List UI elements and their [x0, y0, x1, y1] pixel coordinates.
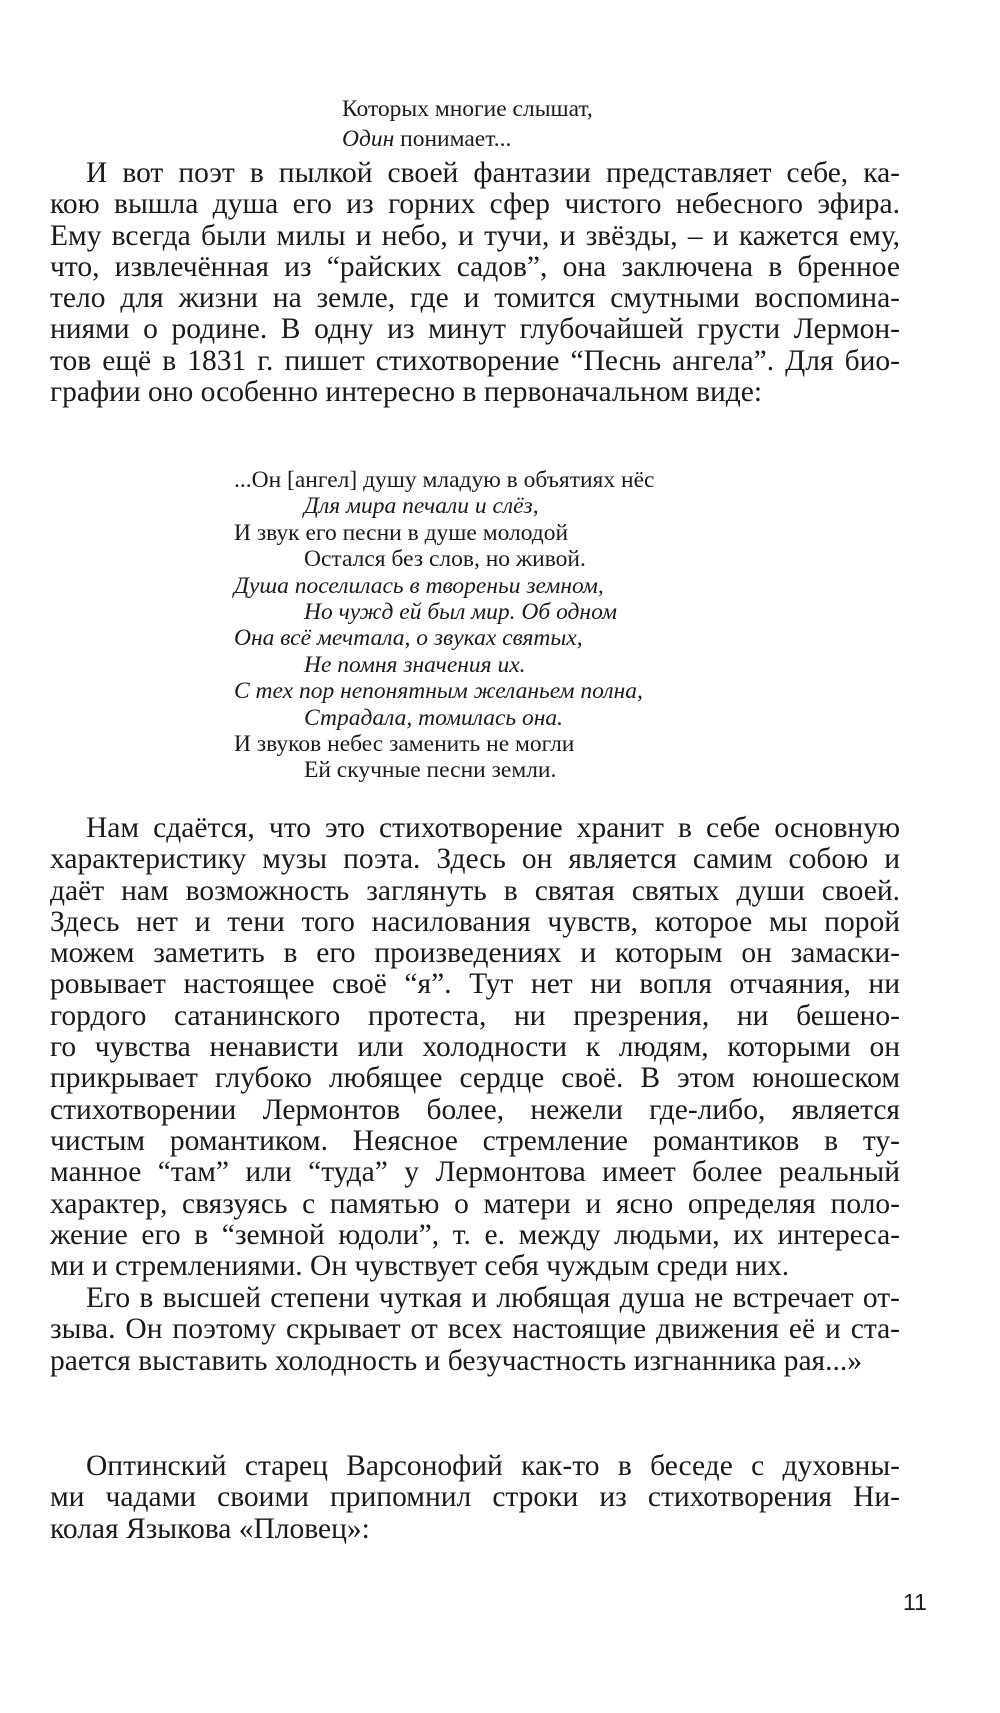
paragraph-analysis	[50, 813, 900, 1282]
text-line: ниями о родине. В одну из минут глубочайшей грусти Лермон-	[50, 313, 900, 346]
text-line: ми чадами своими припомнил строки из стихотворения Ни-	[50, 1481, 900, 1514]
poem-line: Ей скучные песни земли.	[304, 757, 557, 784]
poem-line: Страдала, томилась она.	[304, 704, 564, 731]
poem-quote	[234, 467, 654, 784]
poem-line: И звук его песни в душе молодой	[234, 519, 569, 546]
text-line: характер, связуясь с памятью о матери и ясно определяя поло-	[50, 1187, 900, 1220]
text-line: Его в высшей степени чуткая и любящая душа не встречает от-	[86, 1282, 900, 1314]
paragraph-closing-quote	[50, 1283, 900, 1377]
page-number: 11	[903, 1589, 927, 1615]
text-line: что, извлечённая из “райских садов”, она заключена в бренное	[50, 250, 900, 283]
text-line: манное “там” или “туда” у Лермонтова имеет более реальный	[50, 1156, 900, 1189]
epigraph-line	[342, 124, 593, 154]
text-line: кою вышла душа его из горних сфер чистого небесного эфира.	[50, 188, 900, 221]
epigraph-line: Которых многие слышат,	[342, 96, 593, 122]
paragraph-intro	[50, 158, 900, 408]
poem-line: С тех пор непонятным желаньем полна,	[234, 678, 643, 705]
text-line: характеристику музы поэта. Здесь он является самим собою и	[50, 843, 900, 876]
text-line: Ему всегда были милы и небо, и тучи, и звёзды, – и кажется ему,	[50, 219, 900, 252]
text-line: графии оно особенно интересно в первоначальном виде:	[50, 376, 763, 409]
text-line: зыва. Он поэтому скрывает от всех настоящие движения её и ста-	[50, 1313, 900, 1346]
text-line: даёт нам возможность заглянуть в святая святых души своей.	[50, 874, 900, 907]
epigraph-italic-word: Один	[342, 126, 395, 152]
poem-line: Остался без слов, но живой.	[304, 546, 586, 573]
poem-line: ...Он [ангел] душу младую в объятиях нёс	[234, 467, 655, 493]
text-line: стихотворении Лермонтов более, нежели где-либо, является	[50, 1093, 900, 1126]
text-line: Здесь нет и тени того насилования чувств, которое мы порой	[50, 905, 900, 938]
text-line: рается выставить холодность и безучастность изгнанника рая...»	[50, 1344, 862, 1377]
paragraph-optina	[50, 1451, 900, 1545]
poem-line: И звуков небес заменить не могли	[234, 731, 575, 758]
epigraph-line-rest: понимает...	[394, 126, 512, 152]
text-line: тов ещё в 1831 г. пишет стихотворение “Песнь ангела”. Для био-	[50, 344, 900, 377]
text-line: тело для жизни на земле, где и томится смутными воспомина-	[50, 282, 900, 315]
epigraph	[342, 94, 593, 154]
poem-line: Для мира печали и слёз,	[304, 493, 539, 520]
text-line: Оптинский старец Варсонофий как-то в беседе с духовны-	[86, 1450, 900, 1482]
text-line: ровывает настоящее своё “я”. Тут нет ни вопля отчаяния, ни	[50, 968, 900, 1001]
text-line: чистым романтиком. Неясное стремление романтиков в ту-	[50, 1124, 900, 1157]
text-line: И вот поэт в пылкой своей фантазии представляет себе, ка-	[86, 157, 900, 189]
text-line: прикрывает глубоко любящее сердце своё. В этом юношеском	[50, 1062, 900, 1095]
text-line: го чувства ненависти или холодности к людям, которыми он	[50, 1031, 900, 1064]
poem-line: Она всё мечтала, о звуках святых,	[234, 625, 583, 652]
text-line: ми и стремлениями. Он чувствует себя чуждым среди них.	[50, 1250, 790, 1283]
text-line: колая Языкова «Пловец»:	[50, 1512, 370, 1545]
poem-line: Душа поселилась в твореньи земном,	[234, 572, 604, 599]
text-line: можем заметить в его произведениях и которым он замаски-	[50, 937, 900, 970]
text-line: Нам сдаётся, что это стихотворение хранит в себе основную	[86, 812, 900, 844]
poem-line: Но чужд ей был мир. Об одном	[304, 599, 617, 626]
poem-line: Не помня значения их.	[304, 651, 526, 678]
text-line: жение его в “земной юдоли”, т. е. между людьми, их интереса-	[50, 1218, 900, 1251]
text-line: гордого сатанинского протеста, ни презрения, ни бешено-	[50, 999, 900, 1032]
